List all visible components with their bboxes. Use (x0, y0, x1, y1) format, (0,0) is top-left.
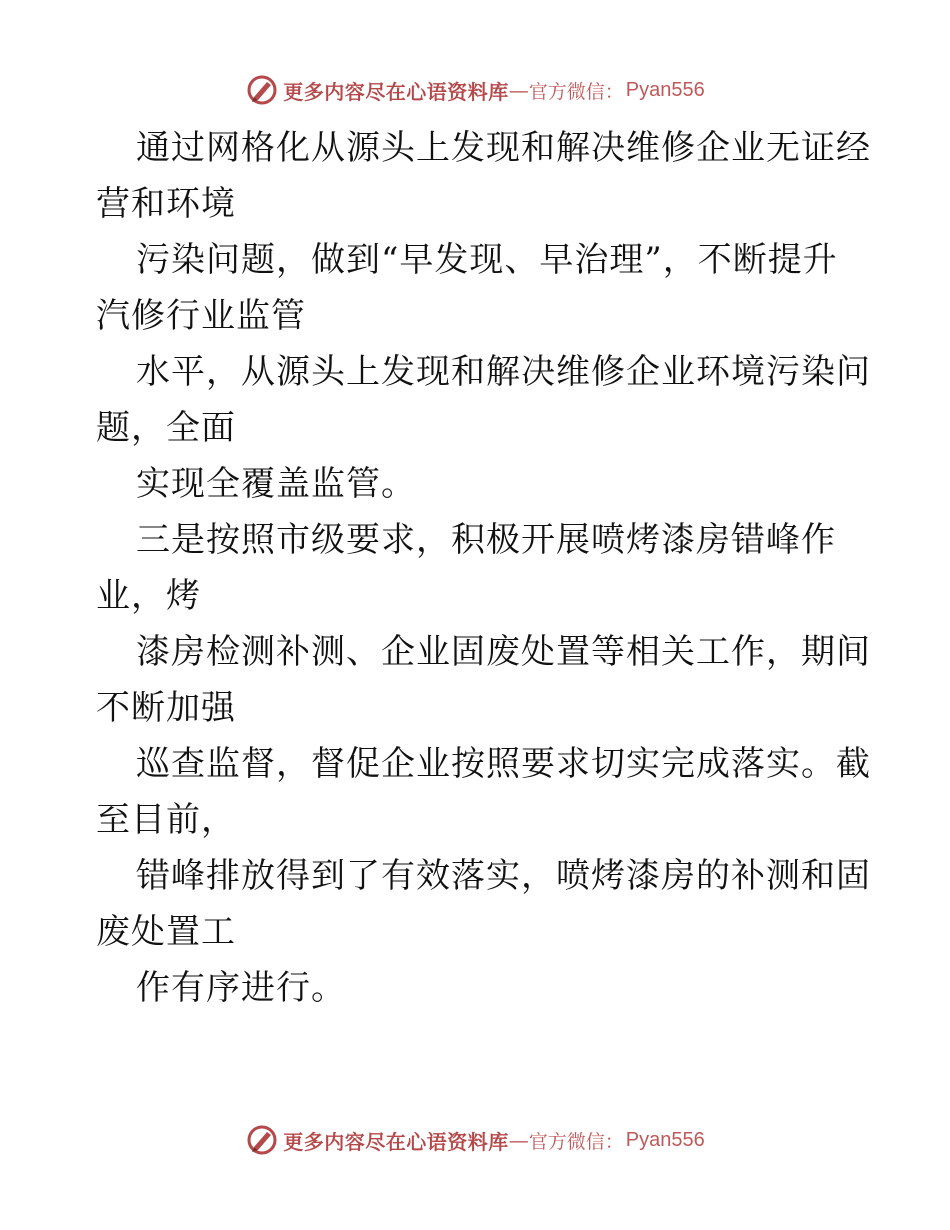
text-line: 通过网格化从源头上发现和解决维修企业无证经 (136, 128, 871, 168)
text-line: 废处置工 (96, 912, 236, 952)
header-watermark-banner (0, 70, 950, 110)
footer-banner-text: 更多内容尽在心语资料库 (283, 1129, 509, 1154)
text-line: 汽修行业监管 (96, 296, 306, 336)
text-line: 作有序进行。 (136, 968, 346, 1008)
text-line: 业，烤 (96, 576, 201, 616)
text-line: 漆房检测补测、企业固废处置等相关工作，期间 (136, 632, 871, 672)
text-line: 题，全面 (96, 408, 236, 448)
paragraph (96, 848, 871, 960)
text-line: 至目前， (96, 800, 236, 840)
paragraph (96, 624, 871, 736)
header-banner-id: Pyan556 (625, 78, 705, 101)
text-line: 巡查监督，督促企业按照要求切实完成落实。截 (136, 744, 871, 784)
paragraph (96, 120, 871, 232)
header-banner-dash: — (508, 78, 529, 102)
body-text (96, 120, 871, 1016)
paragraph (96, 960, 856, 1016)
pen-logo-icon (245, 73, 279, 107)
paragraph (96, 736, 871, 848)
text-line: 污染问题，做到“早发现、早治理”，不断提升 (136, 240, 838, 280)
paragraph (96, 232, 856, 344)
header-banner-text: 更多内容尽在心语资料库 (283, 79, 509, 104)
text-line: 营和环境 (96, 184, 236, 224)
paragraph (96, 344, 871, 456)
header-banner-sub: 官方微信： (528, 80, 624, 103)
text-line: 三是按照市级要求，积极开展喷烤漆房错峰作 (136, 520, 836, 560)
pen-logo-icon (245, 1123, 279, 1157)
paragraph (96, 512, 856, 624)
footer-banner-dash: — (508, 1128, 529, 1152)
text-line: 错峰排放得到了有效落实，喷烤漆房的补测和固 (136, 856, 871, 896)
text-line: 不断加强 (96, 688, 236, 728)
paragraph (96, 456, 856, 512)
footer-banner-id: Pyan556 (625, 1128, 705, 1151)
text-line: 水平，从源头上发现和解决维修企业环境污染问 (136, 352, 871, 392)
text-line: 实现全覆盖监管。 (136, 464, 416, 504)
footer-watermark-banner (0, 1120, 950, 1160)
footer-banner-sub: 官方微信： (528, 1130, 624, 1153)
